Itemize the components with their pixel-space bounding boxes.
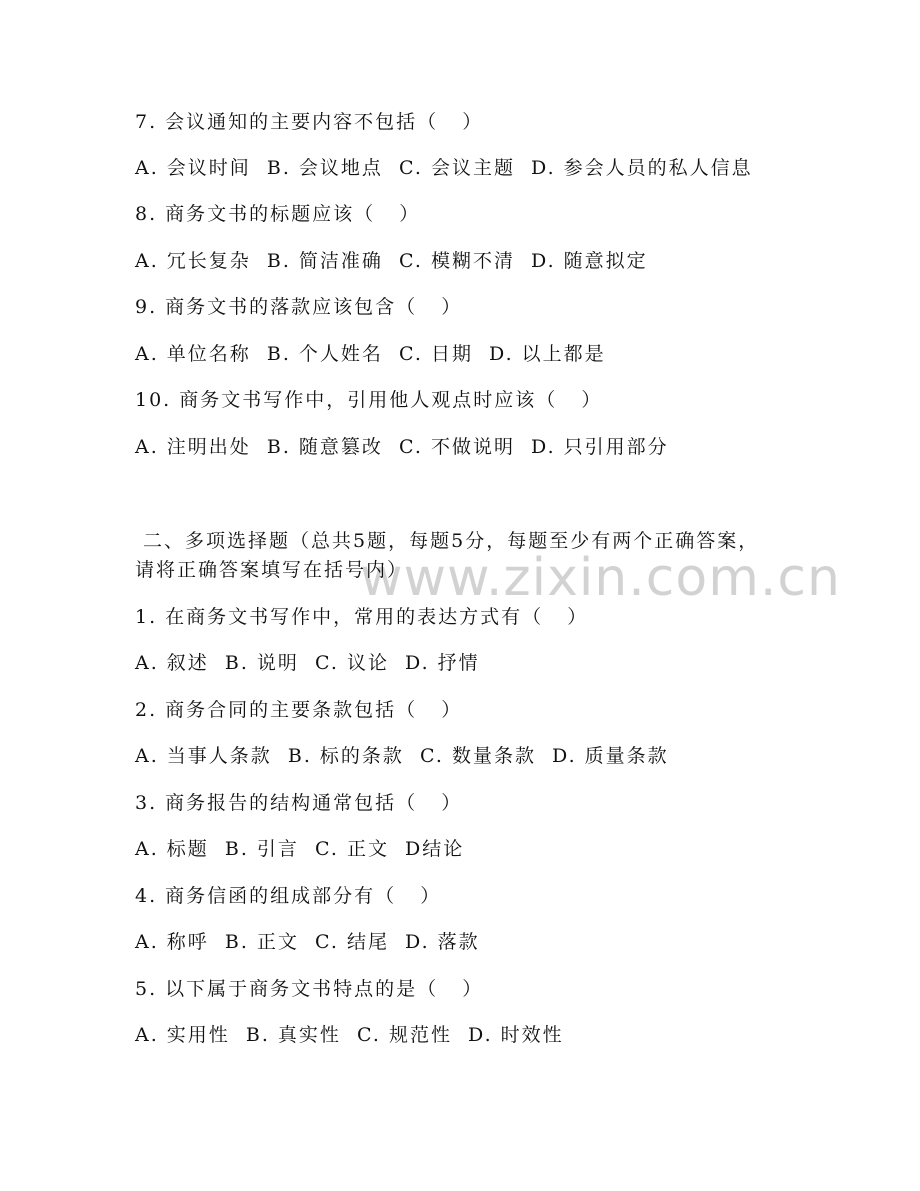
section-heading-continued: 请将正确答案填写在括号内） — [135, 559, 409, 581]
question-9: 9. 商务文书的落款应该包含（ ） — [135, 296, 463, 318]
question-10-options: A. 注明出处 B. 随意篡改 C. 不做说明 D. 只引用部分 — [135, 436, 669, 458]
multi-question-1: 1. 在商务文书写作中，常用的表达方式有（ ） — [135, 606, 589, 628]
section-heading: 二、多项选择题（总共5题，每题5分，每题至少有两个正确答案， — [135, 530, 760, 552]
multi-question-5: 5. 以下属于商务文书特点的是（ ） — [135, 978, 484, 1000]
question-8-options: A. 冗长复杂 B. 简洁准确 C. 模糊不清 D. 随意拟定 — [135, 250, 648, 272]
question-8: 8. 商务文书的标题应该（ ） — [135, 203, 421, 225]
multi-question-2-options: A. 当事人条款 B. 标的条款 C. 数量条款 D. 质量条款 — [135, 745, 669, 767]
multi-question-1-options: A. 叙述 B. 说明 C. 议论 D. 抒情 — [135, 652, 480, 674]
multi-question-3-options: A. 标题 B. 引言 C. 正文 D结论 — [135, 838, 465, 860]
question-9-options: A. 单位名称 B. 个人姓名 C. 日期 D. 以上都是 — [135, 343, 606, 365]
watermark: www.zixin.com.cn — [360, 548, 841, 608]
question-7: 7. 会议通知的主要内容不包括（ ） — [135, 111, 484, 133]
question-10: 10. 商务文书写作中，引用他人观点时应该（ ） — [135, 389, 603, 411]
multi-question-5-options: A. 实用性 B. 真实性 C. 规范性 D. 时效性 — [135, 1024, 564, 1046]
multi-question-3: 3. 商务报告的结构通常包括（ ） — [135, 792, 463, 814]
multi-question-4: 4. 商务信函的组成部分有（ ） — [135, 885, 442, 907]
multi-question-2: 2. 商务合同的主要条款包括（ ） — [135, 699, 463, 721]
question-7-options: A. 会议时间 B. 会议地点 C. 会议主题 D. 参会人员的私人信息 — [135, 157, 753, 179]
multi-question-4-options: A. 称呼 B. 正文 C. 结尾 D. 落款 — [135, 931, 480, 953]
